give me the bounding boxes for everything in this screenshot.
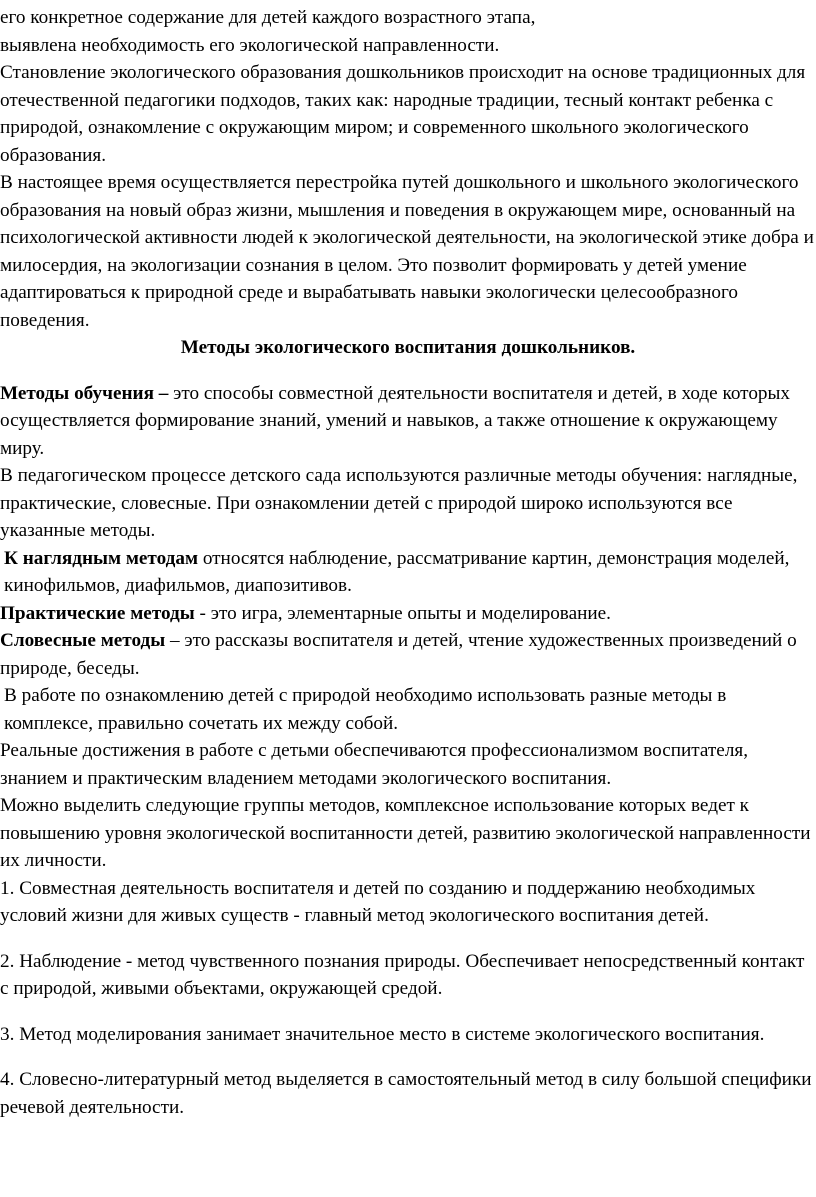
definition-visual-methods: относятся наблюдение, рассматривание картин, демонстрация моделей, кинофильмов, диафильмов, диапозитивов. [4,547,790,596]
paragraph-formation: Становление экологического образования дошкольников происходит на основе традиционных для отечественной педагогики подходов, таких как: народные традиции, тесный контакт ребенка с природой, ознакомление с окружающим миром; и современного школьного экологического образования. [0,62,806,166]
paragraph-continuation-1: его конкретное содержание для детей каждого возрастного этапа, [0,7,536,28]
paragraph-complex-methods: В работе по ознакомлению детей с природой необходимо использовать разные методы в комплексе, правильно сочетать их между собой. [4,685,727,734]
paragraph-method-groups: Можно выделить следующие группы методов, комплексное использование которых ведет к повышению уровня экологической воспитанности детей, развитию экологической направленности их личности. [0,795,811,871]
term-verbal-methods: Словесные методы [0,630,166,651]
term-practical-methods: Практические методы [0,602,195,624]
paragraph-verbal-methods [0,627,816,682]
term-teaching-methods: Методы обучения – [0,382,169,404]
list-item-4: 4. Словесно-литературный метод выделяется в самостоятельный метод в силу большой специфики речевой деятельности. [0,1069,812,1118]
list-item-2: 2. Наблюдение - метод чувственного познания природы. Обеспечивает непосредственный контакт с природой, живыми объектами, окружающей средой. [0,950,805,999]
paragraph-current-time: В настоящее время осуществляется перестройка путей дошкольного и школьного экологического образования на новый образ жизни, мышления и поведения в окружающем мире, основанный на психологической активности людей к экологической деятельности, на экологической этике добра и милосердия, на экологизации сознания в целом. Это позволит формировать у детей умение адаптироваться к природной среде и вырабатывать навыки экологически целесообразного поведения. [0,172,814,331]
term-visual-methods: К наглядным методам [4,547,199,569]
paragraph-real-achievements: Реальные достижения в работе с детьми обеспечиваются профессионализмом воспитателя, знанием и практическим владением методами экологического воспитания. [0,740,749,789]
definition-teaching-methods: это способы совместной деятельности воспитателя и детей, в ходе которых осуществляется формирование знаний, умений и навыков, а также отношение к окружающему миру. [0,382,790,459]
definition-practical-methods: - это игра, элементарные опыты и моделирование. [194,602,611,624]
section-heading: Методы экологического воспитания дошкольников. [180,337,636,358]
paragraph-teaching-methods [0,380,816,463]
list-item-1: 1. Совместная деятельность воспитателя и детей по созданию и поддержанию необходимых условий жизни для живых существ - главный метод экологического воспитания детей. [0,877,756,926]
paragraph-practical-methods [0,600,816,628]
paragraph-visual-methods [0,545,816,600]
paragraph-pedagogical-process: В педагогическом процессе детского сада используются различные методы обучения: наглядные, практические, словесные. При ознакомлении детей с природой широко используются все указанные методы. [0,465,798,541]
definition-verbal-methods: – это рассказы воспитателя и детей, чтение художественных произведений о природе, беседы. [0,630,797,679]
list-item-3: 3. Метод моделирования занимает значительное место в системе экологического воспитания. [0,1023,765,1045]
paragraph-continuation-2: выявлена необходимость его экологической направленности. [0,34,500,56]
